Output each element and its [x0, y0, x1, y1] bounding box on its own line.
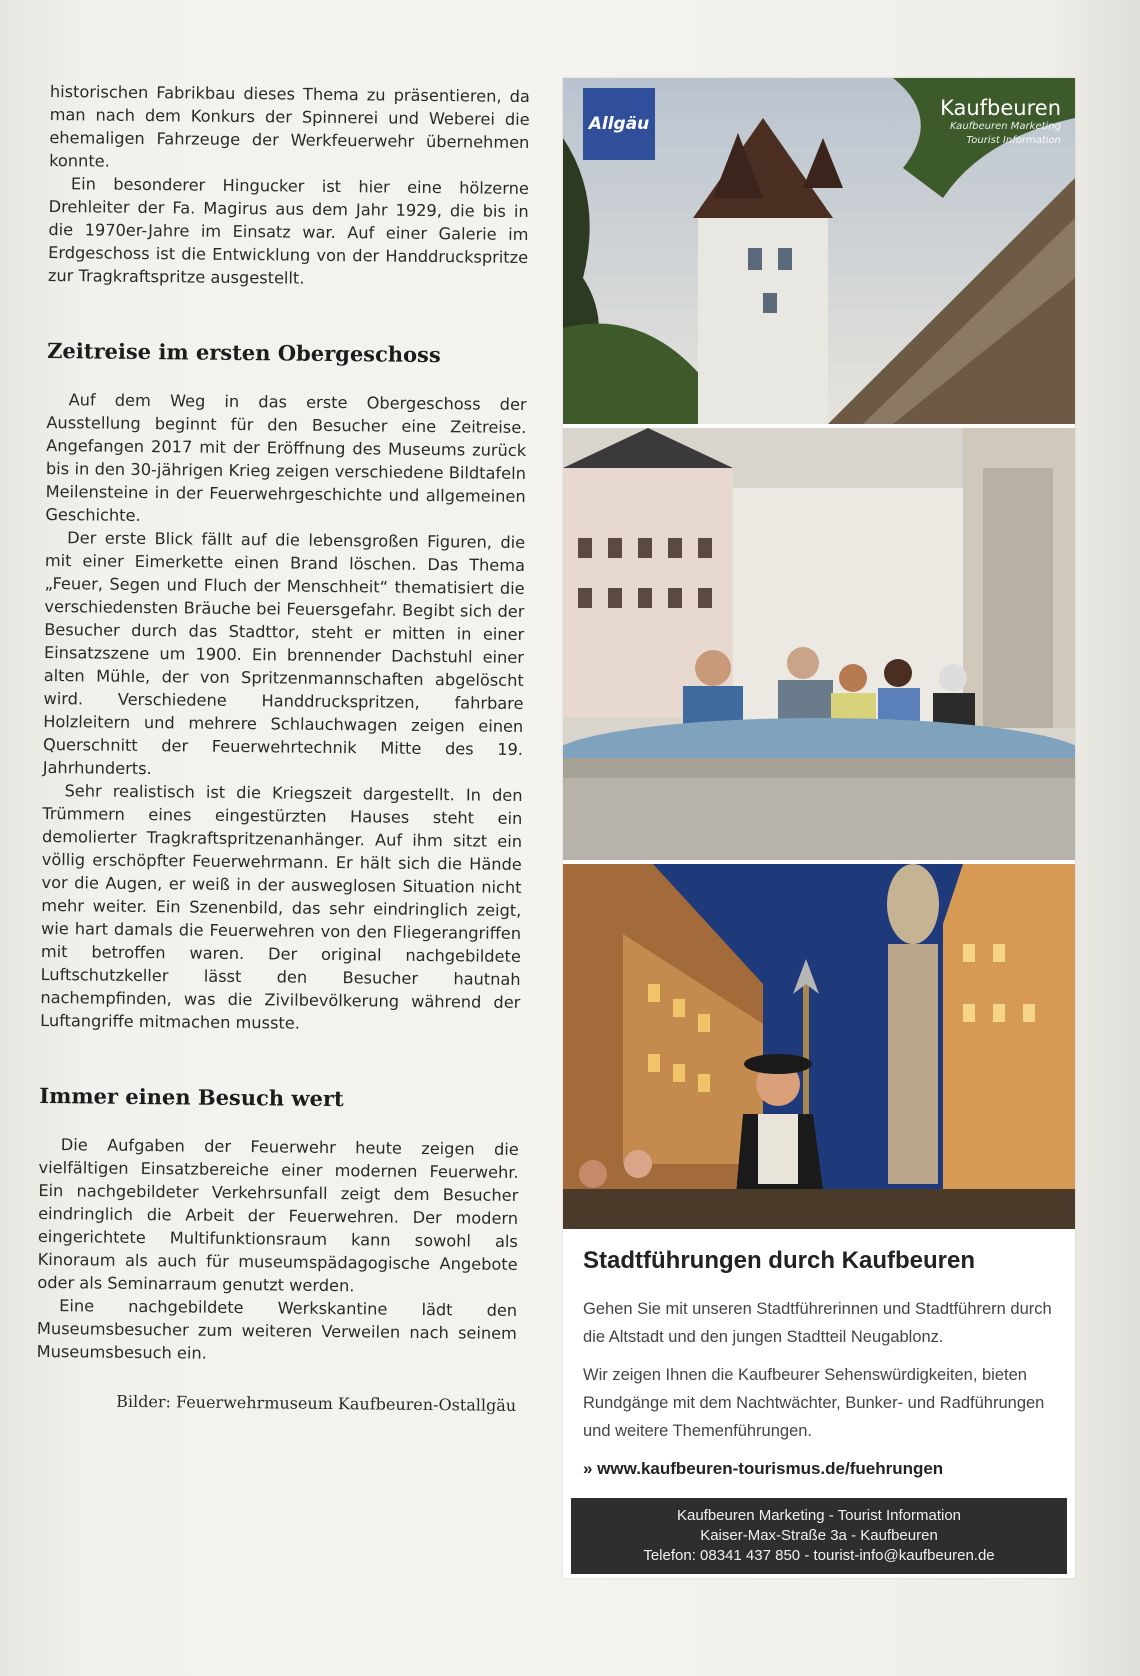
article-paragraph: Der erste Blick fällt auf die lebensgroßen Figuren, die mit einer Eimerkette einen Brand löschen. Das Thema „Feuer, Segen und Fluch der Menschheit“ thematisiert die verschiedensten Bräuche bei Feuersgefahr. Begibt sich der Besucher durch das Stadttor, steht er mitten in einer Einsatzszene um 1900. Ein brennender Dachstuhl einer alten Mühle, der von Spritzenmannschaften abgelöscht wird. Verschiedene Handdruckspritzen, fahrbare Holzleitern und mehrere Schlauchwagen zeigen einen Querschnitt der Feuerwehrtechnik Mitte des 19. Jahrhunderts. — [42, 528, 526, 779]
footer-line: Kaufbeuren Marketing - Tourist Information — [676, 1507, 962, 1524]
allgaeu-logo: Allgäu — [583, 88, 655, 160]
ad-paragraph: Wir zeigen Ihnen die Kaufbeurer Sehenswürdigkeiten, bieten Rundgänge mit dem Nachtwächter, Bunker- und Radführungen und weitere Themenführungen. — [583, 1366, 1045, 1440]
article-paragraph: Ein besonderer Hingucker ist hier eine hölzerne Drehleiter der Fa. Magirus aus dem Jahr 1929, die bis in die 1970er-Jahre im Einsatz war. Auf einer Galerie im Erdgeschoss ist die Entwicklung von der Handdruckspritze zur Tragkraftspritze ausgestellt. — [47, 174, 529, 288]
tourism-advertisement — [563, 78, 1075, 1578]
ad-title: Stadtführungen durch Kaufbeuren — [583, 1247, 975, 1274]
article-paragraph: Eine nachgebildete Werkskantine lädt den Museumsbesucher zum weiteren Verweilen nach seinem Museumsbesuch ein. — [36, 1296, 518, 1363]
night-watchman-photo — [563, 864, 1075, 1229]
footer-line: Telefon: 08341 437 850 - tourist-info@kaufbeuren.de — [643, 1547, 995, 1564]
section-heading: Immer einen Besuch wert — [39, 1082, 344, 1112]
town-square-photo — [563, 428, 1075, 860]
kaufbeuren-brand — [940, 96, 1061, 148]
article-paragraph: Die Aufgaben der Feuerwehr heute zeigen die vielfältigen Einsatzbereiche einer modernen Feuerwehr. Ein nachgebildeter Verkehrsunfall zeigt dem Besucher eindringlich die Arbeit der Feuerwehren. Der modern eingerichtete Multifunktionsraum kann sowohl als Kinoraum als auch für museumspädagogische Angebote oder als Seminarraum genutzt werden. — [37, 1135, 519, 1296]
article-paragraph: Sehr realistisch ist die Kriegszeit dargestellt. In den Trümmern eines eingestürzten Hauses steht ein demolierter Tragkraftspritzenanhänger. Auf ihm sitzt ein völlig erschöpfter Feuerwehrmann. Er hält sich die Hände vor die Augen, er weiß in der ausweglosen Situation nicht mehr weiter. Ein Szenenbild, das sehr eindringlich zeigt, wie hart damals die Feuerwehren von den Fliegerangriffen mit betroffen waren. Der original nachgebildete Luftschutzkeller lässt den Besucher hautnah nachempfinden, was die Zivilbevölkerung während der Luftangriffe mitmachen musste. — [40, 781, 523, 1033]
tour-link[interactable]: » www.kaufbeuren-tourismus.de/fuehrungen — [583, 1459, 944, 1478]
brand-name: Kaufbeuren — [940, 96, 1061, 120]
contact-footer — [571, 1498, 1067, 1574]
brand-subtitle: Tourist Information — [966, 135, 1061, 146]
ad-paragraph: Gehen Sie mit unseren Stadtführerinnen und Stadtführern durch die Altstadt und den jungen Stadtteil Neugablonz. — [583, 1300, 1052, 1346]
article-column — [36, 80, 530, 1417]
tour-info — [563, 1229, 1075, 1491]
brand-subtitle: Kaufbeuren Marketing — [949, 121, 1061, 132]
section-heading: Zeitreise im ersten Obergeschoss — [47, 337, 441, 368]
footer-line: Kaiser-Max-Straße 3a - Kaufbeuren — [700, 1527, 938, 1544]
article-paragraph: historischen Fabrikbau dieses Thema zu präsentieren, da man nach dem Konkurs der Spinnerei und Weberei die ehemaligen Fahrzeuge der Werkfeuerwehr übernehmen konnte. — [49, 81, 530, 171]
photo-credit: Bilder: Feuerwehrmuseum Kaufbeuren-Ostallgäu — [116, 1391, 517, 1415]
tower-photo — [563, 78, 1075, 424]
article-paragraph: Auf dem Weg in das erste Obergeschoss der Ausstellung beginnt für den Besucher eine Zeitreise. Angefangen 2017 mit der Eröffnung des Museums zurück bis in den 30-jährigen Krieg zeigen verschiedene Bildtafeln Meilensteine in der Feuerwehrgeschichte und allgemeinen Geschichte. — [45, 390, 527, 525]
